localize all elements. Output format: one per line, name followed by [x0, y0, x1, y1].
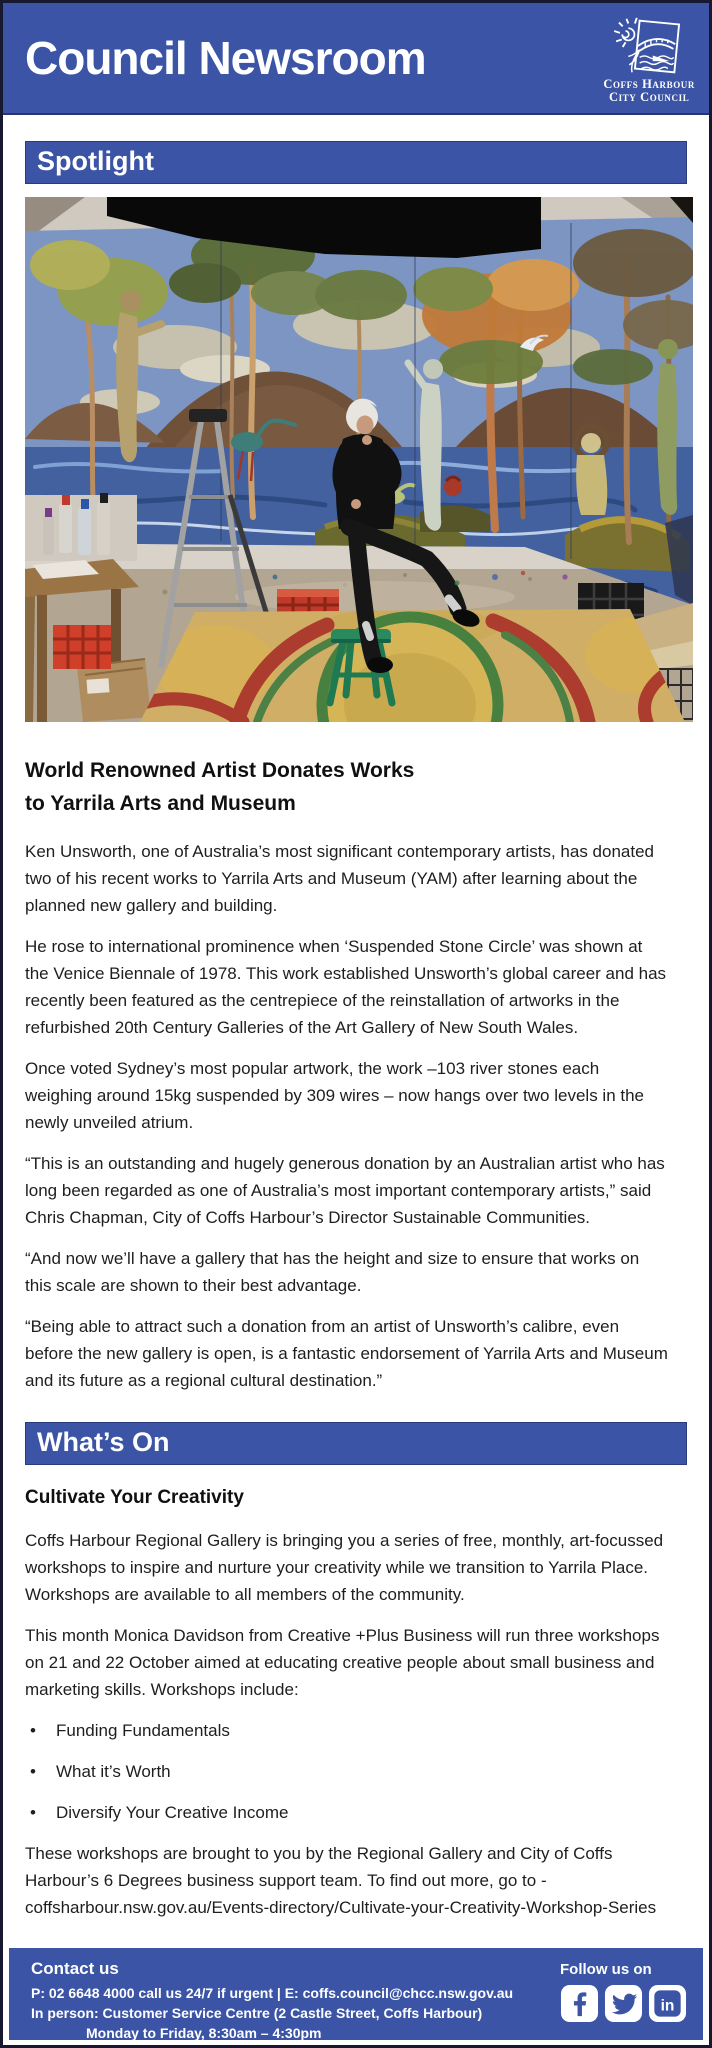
follow-us-label: Follow us on [560, 1961, 652, 1978]
article-paragraph: He rose to international prominence when ‘Suspended Stone Circle’ was shown at the Venice Biennale of 1978. This work established Unsworth’s global career and has recently been featured as the centrepiece of the reinstallation of artworks in the refurbished 20th Century Galleries of the Art Gallery of New South Wales. [25, 937, 667, 1037]
header-banner [3, 3, 709, 115]
svg-text:in: in [660, 1997, 675, 2015]
whats-on-paragraph: This month Monica Davidson from Creative +Plus Business will run three workshops on 21 and 22 October aimed at educating creative people about small business and marketing skills. Workshops include: [25, 1626, 660, 1699]
council-logo-name-line1: Coffs Harbour [603, 77, 695, 91]
contact-hours: Monday to Friday, 8:30am – 4:30pm [86, 2025, 322, 2041]
article-paragraph: “This is an outstanding and hugely generous donation by an Australian artist who has long been regarded as one of Australia’s most important contemporary artists,” said Chris Chapman, City of Coffs Harbour’s Director Sustainable Communities. [25, 1154, 665, 1227]
contact-phone-email: P: 02 6648 4000 call us 24/7 if urgent | E: coffs.council@chcc.nsw.gov.au [31, 1985, 514, 2001]
article-title [25, 754, 687, 820]
contact-block [31, 1959, 513, 2040]
bullet-icon: • [30, 1721, 36, 1740]
whats-on-section-bar [25, 1422, 687, 1465]
studio-photo-illustration [25, 197, 693, 722]
article-paragraph: Ken Unsworth, one of Australia’s most significant contemporary artists, has donated two of his recent works to Yarrila Arts and Museum (YAM) after learning about the planned new gallery and building. [25, 842, 655, 915]
twitter-icon[interactable] [604, 1984, 643, 2023]
footer-contact-bar [9, 1948, 703, 2040]
council-logo-icon [610, 16, 688, 78]
linkedin-icon[interactable] [648, 1984, 687, 2023]
follow-block [560, 1959, 687, 2040]
spotlight-photo [25, 197, 693, 722]
whats-on-article [25, 1487, 687, 1921]
workshop-list-item-label: Diversify Your Creative Income [56, 1803, 289, 1822]
bullet-icon: • [30, 1762, 36, 1781]
workshop-list-item [25, 1799, 687, 1826]
article-title-line2: to Yarrila Arts and Museum [25, 792, 296, 815]
workshop-list-item-label: What it’s Worth [56, 1762, 171, 1781]
workshop-list-item [25, 1717, 687, 1744]
page-title: Council Newsroom [25, 32, 426, 84]
article-paragraph: “And now we’ll have a gallery that has the height and size to ensure that works on this scale are shown to their best advantage. [25, 1249, 640, 1295]
whats-on-heading: Cultivate Your Creativity [25, 1487, 244, 1508]
contact-heading: Contact us [31, 1959, 119, 1978]
whats-on-closing-paragraph: These workshops are brought to you by the Regional Gallery and City of Coffs Harbour’s 6 Degrees business support team. To find out more, go to - coffsharbour.nsw.gov.au/Events-directory/Cultivate-your-Creativity-Workshop-Series [25, 1844, 657, 1917]
facebook-icon[interactable] [560, 1984, 599, 2023]
workshop-list-item [25, 1758, 687, 1785]
article-paragraph: Once voted Sydney’s most popular artwork, the work –103 river stones each weighing around 15kg suspended by 309 wires – now hangs over two levels in the newly unveiled atrium. [25, 1059, 645, 1132]
whats-on-paragraph: Coffs Harbour Regional Gallery is bringing you a series of free, monthly, art-focussed workshops to inspire and nurture your creativity while we transition to Yarrila Place. Workshops are available to all members of the community. [25, 1531, 664, 1604]
social-icons-row [560, 1984, 687, 2023]
council-logo-name-line2: City Council [608, 90, 690, 104]
bullet-icon: • [30, 1803, 36, 1822]
spotlight-section-label: Spotlight [37, 146, 154, 176]
contact-in-person: In person: Customer Service Centre (2 Castle Street, Coffs Harbour) [31, 2005, 483, 2021]
council-logo [603, 16, 695, 104]
workshop-list [25, 1717, 687, 1826]
whats-on-section-label: What’s On [37, 1427, 170, 1457]
article-title-line1: World Renowned Artist Donates Works [25, 759, 415, 782]
spotlight-section-bar [25, 141, 687, 184]
article-paragraph: “Being able to attract such a donation from an artist of Unsworth’s calibre, even before the new gallery is open, is a fantastic endorsement of Yarrila Arts and Museum and its future as a regional cultural destination.” [25, 1317, 668, 1390]
spotlight-article [25, 754, 687, 1394]
workshop-list-item-label: Funding Fundamentals [56, 1721, 230, 1740]
